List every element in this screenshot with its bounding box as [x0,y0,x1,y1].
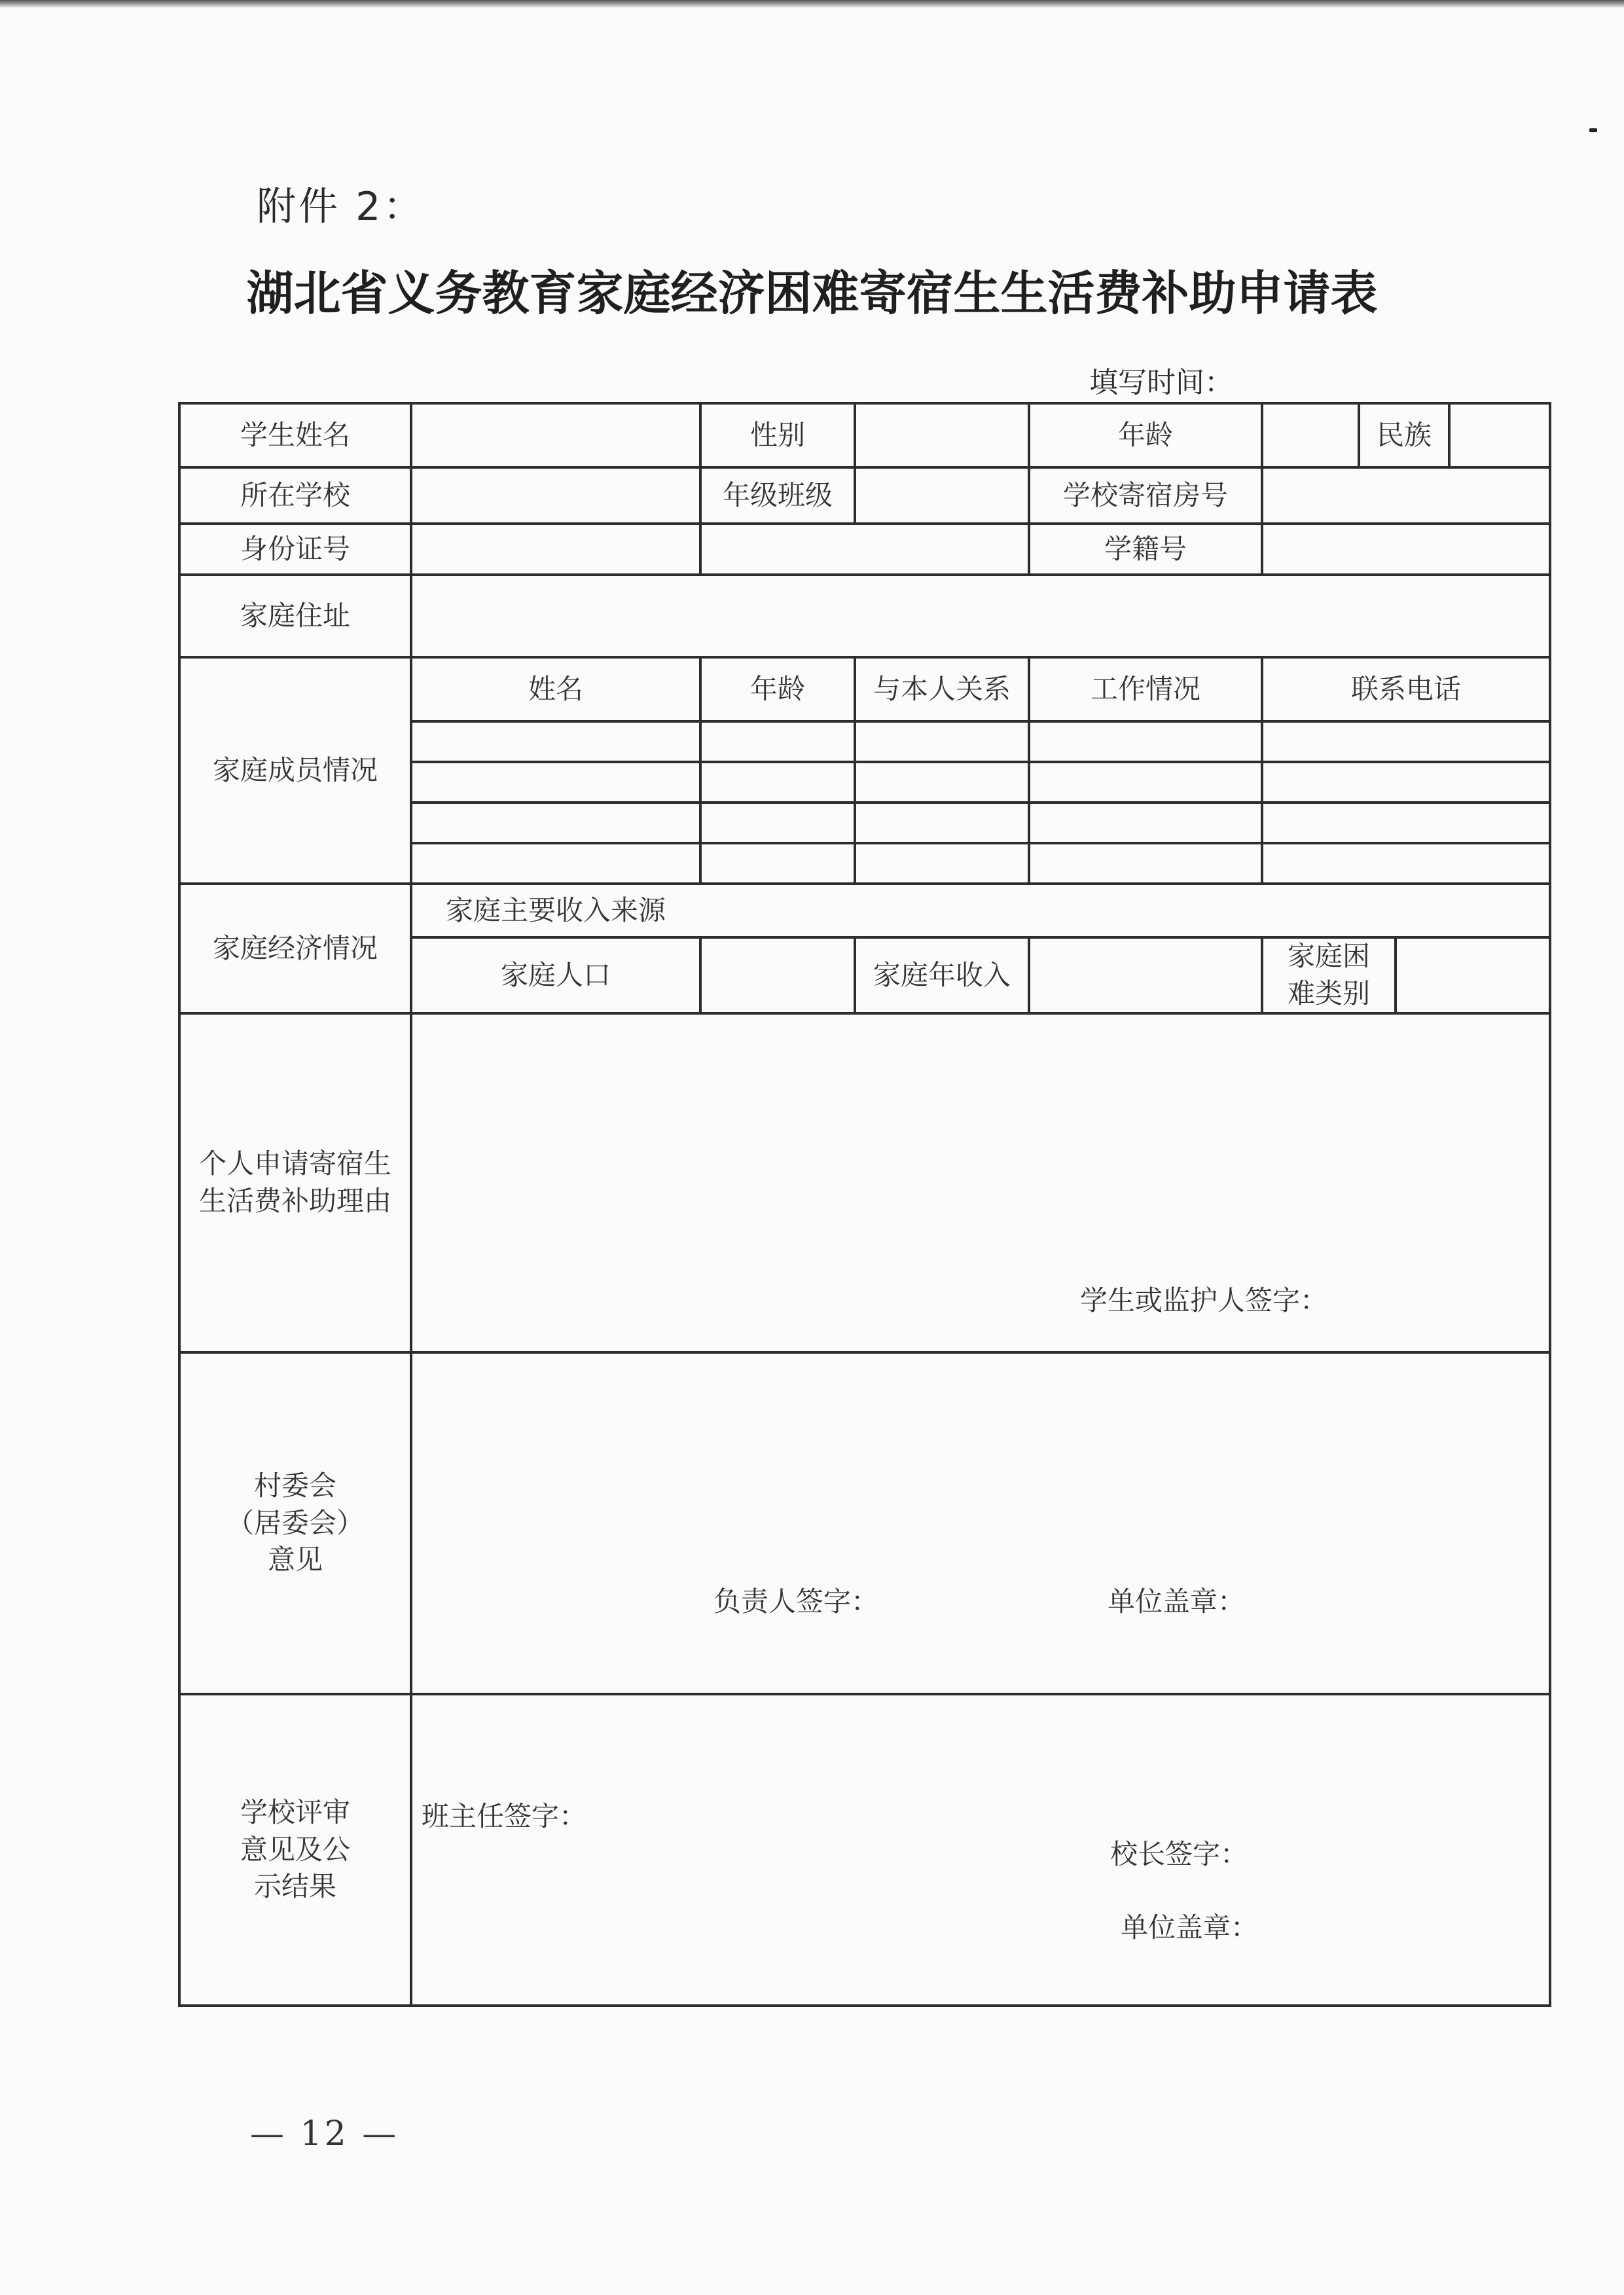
household-size-field[interactable] [702,939,854,1012]
label-grade-class: 年级班级 [722,479,833,511]
village-label-line3: 意见 [267,1544,323,1576]
label-application-reason: 个人申请寄宿生生活费补助理由 [198,1148,391,1217]
family-col-age: 年龄 [749,672,805,705]
family-col-name: 姓名 [528,672,583,705]
label-student-number: 学籍号 [1104,532,1187,565]
annual-income-field[interactable] [1030,939,1261,1012]
label-ethnicity: 民族 [1376,418,1432,451]
village-label-line1: 村委会 [253,1469,336,1502]
family-member-row[interactable] [412,763,1549,801]
application-reason-field[interactable] [412,1015,1549,1351]
annex-label: 附件 2： [257,184,425,230]
label-gender: 性别 [749,418,805,451]
label-hardship-category: 家庭困难类别 [1287,940,1370,1009]
label-student-name: 学生姓名 [240,418,350,451]
label-household-size: 家庭人口 [500,958,611,991]
family-col-work: 工作情况 [1090,672,1200,705]
label-village-committee [181,1354,410,1693]
scan-top-edge [0,0,1624,8]
head-teacher-signature-label: 班主任签字： [422,1800,587,1832]
home-address-field[interactable] [412,576,1549,656]
label-id-number: 身份证号 [240,532,350,565]
label-school: 所在学校 [240,479,350,511]
student-name-field[interactable] [412,405,699,466]
guardian-signature-label: 学生或监护人签字： [1080,1284,1328,1316]
gender-field[interactable] [856,405,1028,466]
principal-signature-label: 校长签字： [1110,1838,1248,1870]
family-member-row[interactable] [412,804,1549,842]
label-school-review: 学校评审意见及公示结果 [240,1796,350,1903]
grade-class-field[interactable] [856,469,1028,522]
village-label-line2: （居委会） [226,1506,364,1539]
student-number-field[interactable] [1263,525,1549,573]
table-border-right [1549,402,1551,2007]
label-family-economy: 家庭经济情况 [212,931,378,964]
scan-speck [1589,128,1597,132]
application-form-table [178,402,1551,2007]
form-title: 湖北省义务教育家庭经济困难寄宿生生活费补助申请表 [246,265,1378,321]
label-age: 年龄 [1117,418,1173,451]
school-unit-seal-label: 单位盖章： [1121,1911,1259,1943]
family-member-row[interactable] [412,844,1549,882]
label-home-address: 家庭住址 [240,599,350,632]
id-number-field[interactable] [412,525,1028,573]
table-border-bottom [178,2004,1551,2007]
dorm-room-field[interactable] [1263,469,1549,522]
label-annual-income: 家庭年收入 [873,958,1011,991]
family-col-relationship: 与本人关系 [873,672,1011,705]
age-field[interactable] [1263,405,1358,466]
school-field[interactable] [412,469,699,522]
page-number: — 12 — [250,2114,399,2154]
main-income-source-field[interactable] [702,885,1549,936]
responsible-person-signature-label: 负责人签字： [713,1585,879,1617]
hardship-category-field[interactable] [1397,939,1549,1012]
label-dorm-room: 学校寄宿房号 [1062,479,1228,511]
ethnicity-field[interactable] [1451,405,1549,466]
village-unit-seal-label: 单位盖章： [1108,1585,1246,1617]
label-family-members: 家庭成员情况 [212,753,378,786]
village-committee-opinion-field[interactable] [412,1354,1549,1693]
school-review-field[interactable] [412,1695,1549,2004]
family-member-row[interactable] [412,723,1549,761]
label-main-income-source: 家庭主要收入来源 [445,894,666,926]
family-col-phone: 联系电话 [1350,672,1461,705]
fill-date-label: 填写时间： [1089,366,1233,399]
